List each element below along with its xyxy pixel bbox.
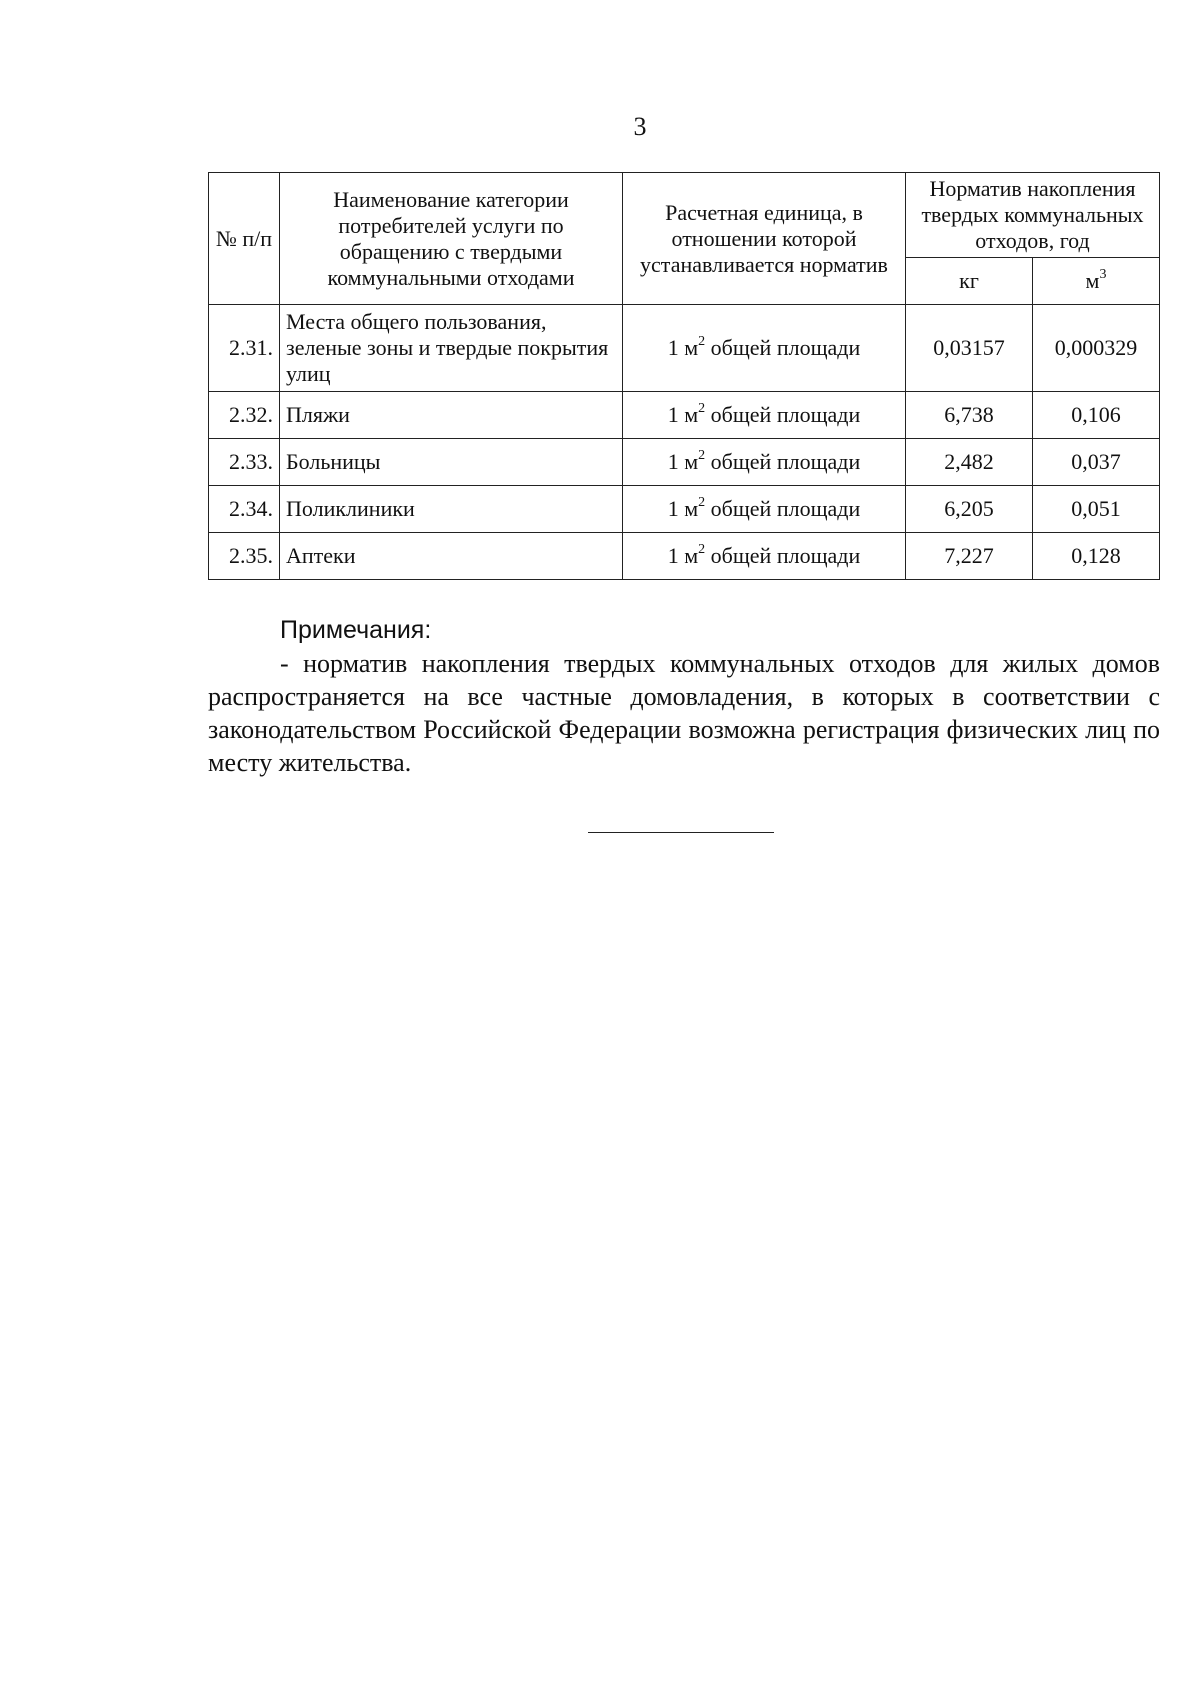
unit-post: общей площади: [705, 335, 861, 360]
table-row: [209, 439, 1160, 486]
row-m3: 0,000329: [1033, 305, 1160, 392]
unit-sup: 2: [698, 400, 706, 416]
row-m3: 0,051: [1033, 486, 1160, 533]
header-num: № п/п: [209, 173, 280, 305]
row-kg: 6,205: [906, 486, 1033, 533]
row-unit: [623, 486, 906, 533]
unit-sup: 2: [698, 333, 706, 349]
row-kg: 0,03157: [906, 305, 1033, 392]
header-unit: Расчетная единица, в отношении которой устанавливается норматив: [623, 173, 906, 305]
row-name: Поликлиники: [280, 486, 623, 533]
unit-pre: 1 м: [667, 543, 699, 568]
header-name: Наименование категории потребителей услуги по обращению с твердыми коммунальными отходами: [280, 173, 623, 305]
header-m3-sup: 3: [1099, 266, 1107, 282]
waste-norm-table: [208, 172, 1160, 580]
row-name: Пляжи: [280, 392, 623, 439]
unit-sup: 2: [698, 447, 706, 463]
unit-pre: 1 м: [667, 335, 699, 360]
row-num: 2.35.: [209, 533, 280, 580]
unit-post: общей площади: [705, 496, 861, 521]
row-num: 2.33.: [209, 439, 280, 486]
unit-post: общей площади: [705, 449, 861, 474]
page-number: 3: [633, 112, 647, 141]
row-m3: 0,106: [1033, 392, 1160, 439]
table-header-row: [209, 173, 1160, 258]
header-norm-group: Норматив накопления твердых коммунальных отходов, год: [906, 173, 1160, 258]
header-m3-base: м: [1085, 268, 1100, 293]
row-m3: 0,037: [1033, 439, 1160, 486]
row-name: Аптеки: [280, 533, 623, 580]
row-unit: [623, 305, 906, 392]
table-row: [209, 305, 1160, 392]
unit-sup: 2: [698, 494, 706, 510]
unit-pre: 1 м: [667, 496, 699, 521]
notes-title: Примечания:: [280, 616, 432, 644]
unit-post: общей площади: [705, 402, 861, 427]
row-unit: [623, 439, 906, 486]
row-m3: 0,128: [1033, 533, 1160, 580]
row-kg: 6,738: [906, 392, 1033, 439]
row-unit: [623, 533, 906, 580]
row-num: 2.31.: [209, 305, 280, 392]
table-row: [209, 392, 1160, 439]
notes-text: - норматив накопления твердых коммунальных отходов для жилых домов распространяется на все частные домовладения, в которых в соответствии с законодательством Российской Федерации возможна регистрация физических лиц по месту жительства.: [208, 649, 1160, 777]
row-unit: [623, 392, 906, 439]
row-kg: 7,227: [906, 533, 1033, 580]
row-num: 2.34.: [209, 486, 280, 533]
header-m3: [1033, 258, 1160, 305]
header-kg: кг: [906, 258, 1033, 305]
notes-section: [208, 614, 1160, 779]
row-kg: 2,482: [906, 439, 1033, 486]
unit-pre: 1 м: [667, 449, 699, 474]
row-num: 2.32.: [209, 392, 280, 439]
unit-sup: 2: [698, 541, 706, 557]
table-row: [209, 533, 1160, 580]
table-row: [209, 486, 1160, 533]
unit-pre: 1 м: [667, 402, 699, 427]
row-name: Больницы: [280, 439, 623, 486]
unit-post: общей площади: [705, 543, 861, 568]
row-name: Места общего пользования, зеленые зоны и твердые покрытия улиц: [280, 305, 623, 392]
end-rule-divider: [588, 832, 774, 833]
